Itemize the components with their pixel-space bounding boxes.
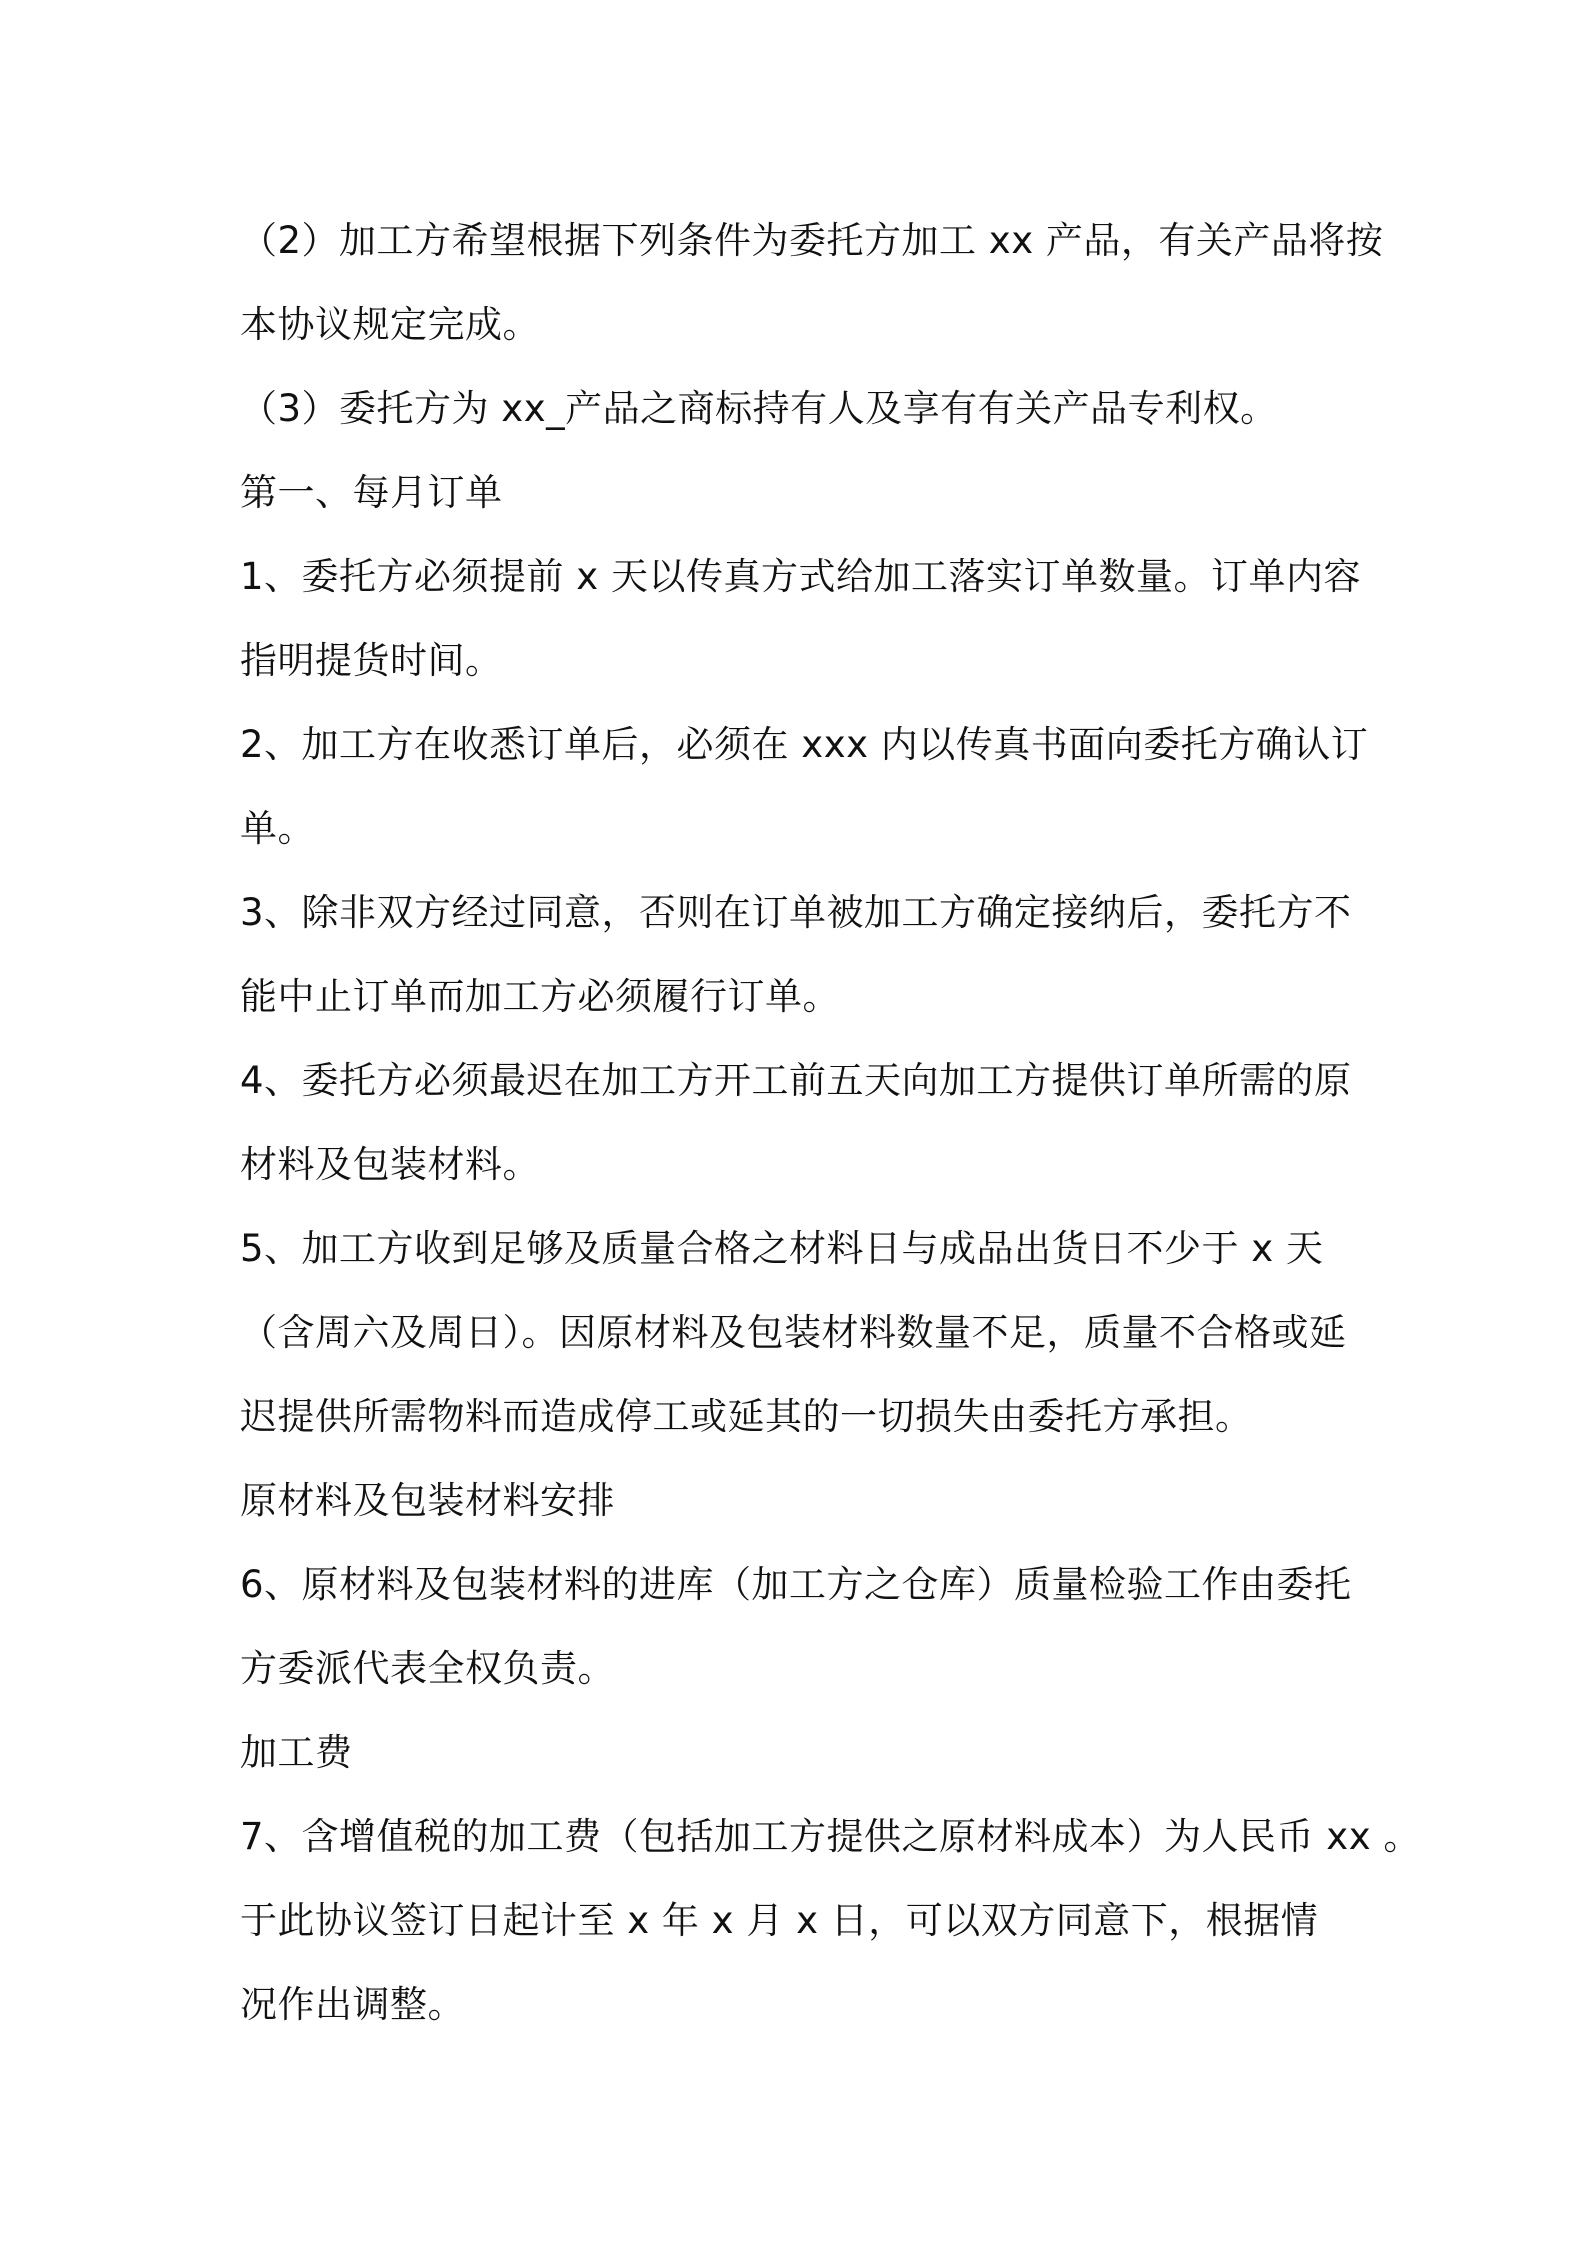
item-2-line-1: 2、加工方在收悉订单后，必须在 xxx 内以传真书面向委托方确认订	[240, 723, 1369, 766]
item-3-line-2: 能中止订单而加工方必须履行订单。	[240, 975, 840, 1018]
item-6-line-2: 方委派代表全权负责。	[240, 1647, 615, 1690]
item-1-line-1: 1、委托方必须提前 x 天以传真方式给加工落实订单数量。订单内容	[240, 555, 1361, 598]
section-heading-monthly-orders: 第一、每月订单	[240, 471, 503, 514]
item-5-line-2: （含周六及周日）。因原材料及包装材料数量不足，质量不合格或延	[240, 1311, 1347, 1354]
item-6-line-1: 6、原材料及包装材料的进库（加工方之仓库）质量检验工作由委托	[240, 1563, 1352, 1606]
item-7-line-2: 于此协议签订日起计至 x 年 x 月 x 日，可以双方同意下，根据情	[240, 1899, 1319, 1942]
item-4-line-1: 4、委托方必须最迟在加工方开工前五天向加工方提供订单所需的原	[240, 1059, 1352, 1102]
item-1-line-2: 指明提货时间。	[240, 639, 503, 682]
item-7-line-3: 况作出调整。	[240, 1983, 465, 2026]
clause-3-line-1: （3）委托方为 xx_产品之商标持有人及享有有关产品专利权。	[240, 387, 1278, 430]
document-body	[240, 199, 1421, 2047]
clause-2-line-2: 本协议规定完成。	[240, 303, 540, 346]
clause-2-line-1: （2）加工方希望根据下列条件为委托方加工 xx 产品，有关产品将按	[240, 219, 1384, 262]
section-heading-materials: 原材料及包装材料安排	[240, 1479, 615, 1522]
item-4-line-2: 材料及包装材料。	[240, 1143, 540, 1186]
item-3-line-1: 3、除非双方经过同意，否则在订单被加工方确定接纳后，委托方不	[240, 891, 1352, 934]
item-7-line-1: 7、含增值税的加工费（包括加工方提供之原材料成本）为人民币 xx 。	[240, 1815, 1421, 1858]
section-heading-processing-fee: 加工费	[240, 1731, 353, 1774]
item-2-line-2: 单。	[240, 807, 315, 850]
item-5-line-3: 迟提供所需物料而造成停工或延其的一切损失由委托方承担。	[240, 1395, 1253, 1438]
item-5-line-1: 5、加工方收到足够及质量合格之材料日与成品出货日不少于 x 天	[240, 1227, 1324, 1270]
